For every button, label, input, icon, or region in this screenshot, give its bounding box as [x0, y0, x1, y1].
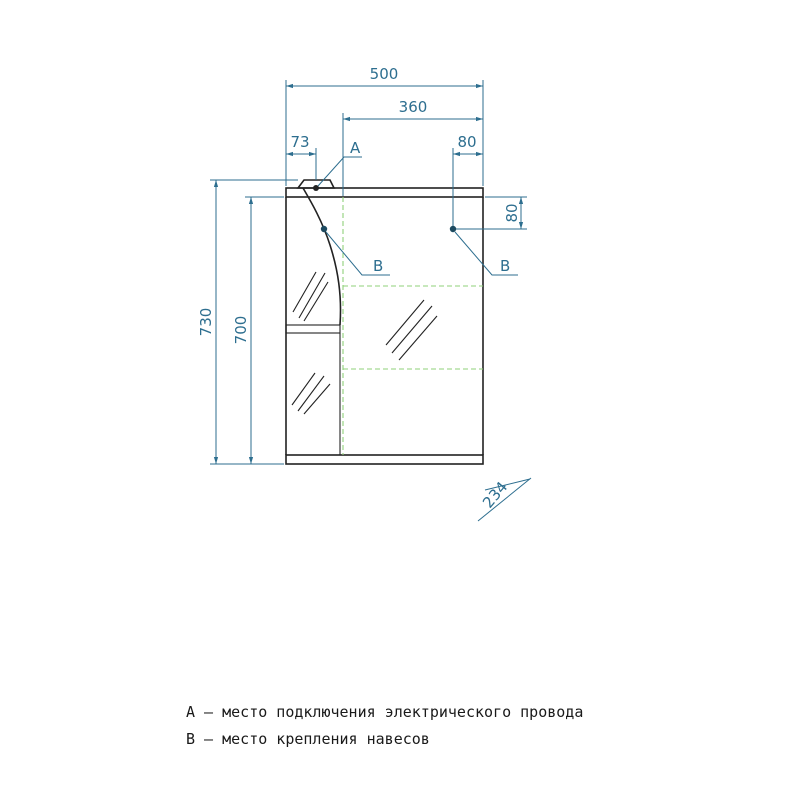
leader-a [318, 157, 362, 186]
dim-73-label: 73 [290, 133, 310, 151]
hatch [292, 373, 315, 405]
hatch [304, 384, 330, 414]
callout-b-right-label: B [500, 257, 511, 275]
dim-234-label: 234 [479, 478, 512, 512]
dim-80-h-label: 80 [457, 133, 477, 151]
left-shelf [286, 325, 340, 333]
dim-360-label: 360 [398, 98, 428, 116]
dim-730-label: 730 [197, 307, 215, 337]
dim-80-v-label: 80 [503, 203, 521, 223]
legend-sep: – [195, 703, 223, 721]
bottom-plate [286, 455, 483, 464]
legend-key: B [186, 730, 196, 748]
dimensions [197, 65, 531, 521]
legend-item-a [186, 703, 583, 721]
legend-text: место крепления навесов [222, 730, 430, 748]
legend-sep: – [195, 730, 223, 748]
dim-700-label: 700 [232, 315, 250, 345]
callouts [318, 139, 518, 275]
dim-500-label: 500 [369, 65, 399, 83]
mirror-hatches [292, 272, 437, 414]
curved-door-edge [303, 188, 341, 325]
callout-a-label: A [350, 139, 361, 157]
mount-point-b-right [450, 226, 456, 232]
legend-text: место подключения электрического провода [222, 703, 584, 721]
hidden-lines [343, 197, 483, 455]
legend-key: A [186, 703, 196, 721]
legend-item-b [186, 730, 430, 748]
callout-b-left-label: B [373, 257, 384, 275]
mount-point-b-left [321, 226, 327, 232]
hatch [293, 272, 316, 312]
